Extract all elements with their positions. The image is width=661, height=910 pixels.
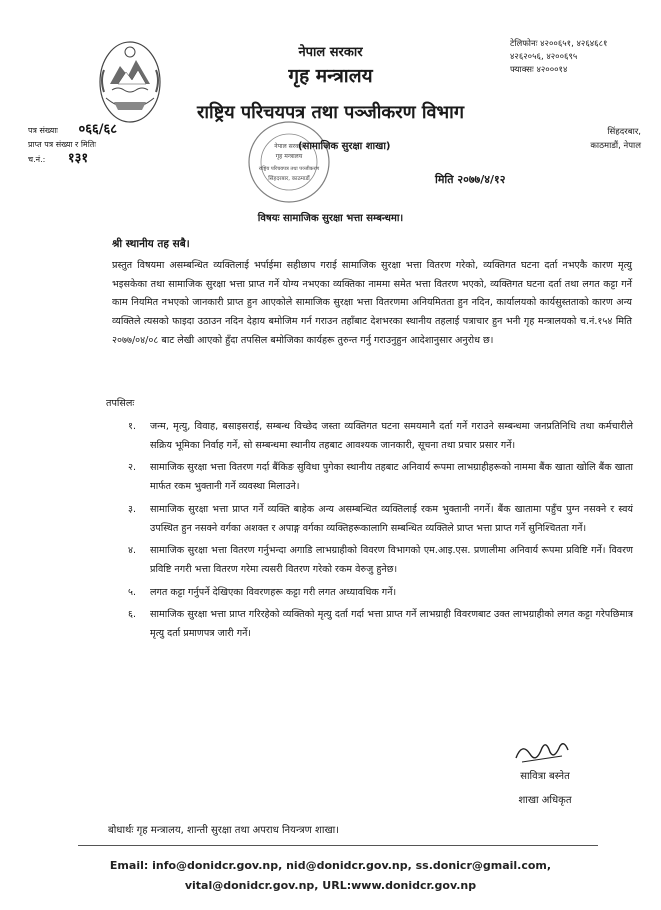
government-name: नेपाल सरकार (298, 45, 363, 60)
contact-info (510, 38, 607, 77)
item-number: ५. (128, 586, 137, 598)
list-item (128, 542, 633, 579)
reference-block (28, 123, 117, 167)
ministry-name: गृह मन्त्रालय (288, 65, 373, 87)
item-text: सामाजिक सुरक्षा भत्ता वितरण गर्दा बैंकिङ सुविधा पुगेका स्थानीय तहबाट अनिवार्य रूपमा लाभग्राहीहरूको नाममा बैंक खाता खोलि बैंक खाता मार्फत रकम भुक्तानी गर्ने व्यवस्था मिलाउने। (150, 462, 633, 493)
signature (512, 736, 572, 766)
contact-line: ४२६२०५६, ४२००६९५ (510, 52, 578, 62)
list-label: तपसिलः (106, 398, 135, 409)
stamp-line: नेपाल सरकार (274, 143, 304, 150)
contact-line: टेलिफोनः ४२००६५१, ४२६४६८१ (510, 39, 608, 49)
list-item (128, 584, 633, 603)
item-text: सामाजिक सुरक्षा भत्ता वितरण गर्नुभन्दा अगाडि लाभग्राहीको विवरण विभागको एम.आइ.एस. प्रणालीमा अनिवार्य रूपमा प्रविष्टि गर्ने। विवरण प्रविष्टि नगरी भत्ता वितरण गरेमा त्यसरी वितरण गरेको रकम वेरुजु हुनेछ। (150, 545, 633, 575)
footer-line: Email: info@donidcr.gov.np, nid@donidcr.gov.np, ss.donicr@gmail.com, (109, 859, 552, 872)
stamp-line: गृह मन्त्रालय (275, 153, 303, 160)
footer-line: vital@donidcr.gov.np, URL:www.donidcr.gov.np (184, 879, 477, 892)
office-address (590, 125, 641, 153)
dispatch-label: च.नं.: (28, 155, 46, 164)
contact-line: फ्याक्सः ४२०००१४ (510, 65, 568, 75)
list-item (128, 459, 633, 496)
footer-divider (78, 845, 598, 846)
letter-no-value: ०६६/६८ (78, 122, 118, 137)
item-number: १. (128, 421, 137, 432)
letter-body: प्रस्तुत विषयमा असम्बन्धित व्यक्तिलाई भर्पाईमा सहीछाप गराई सामाजिक सुरक्षा भत्ता वितरण गरेको, व्यक्तिगत घटना दर्ता नभएकै कारण मृत्यु भइसकेका तथा सामाजिक सुरक्षा भत्ता प्राप्त गर्ने योग्य नभएका व्यक्तिका नाममा समेत भत्ता वितरण भएको, व्यक्तिगत घटना दर्ता तथा लगत कट्टा गर्ने काम नियमित नभएको जानकारी प्राप्त हुन आएकोले सामाजिक सुरक्षा भत्ता वितरणमा अनियमितता हुन नदिन, कार्यालयको कार्यसुस्तताको कारण अन्य व्यक्तिले त्यसको फाइदा उठाउन नदिन देहाय बमोजिम गर्न गराउन तहाँबाट देशभरका स्थानीय तहलाई पत्राचार हुन भनी गृह मन्त्रालयको च.नं.१५४ मिति २०७७/०४/०८ बाट लेखी आएको हुँदा तपसिल बमोजिका कार्यहरू तुरुन्त गर्नु गराउनुहुन आदेशानुसार अनुरोध छ। (112, 260, 632, 346)
office-stamp (245, 118, 333, 206)
item-text: लगत कट्टा गर्नुपर्ने देखिएका विवरणहरू कट्टा गरी लगत अध्यावधिक गर्ने। (150, 586, 397, 598)
item-number: ४. (128, 545, 137, 557)
stamp-line: राष्ट्रिय परिचयपत्र तथा पञ्जीकरण (258, 166, 320, 172)
list-item (128, 418, 633, 455)
item-text: जन्म, मृत्यु, विवाह, बसाइसराई, सम्बन्ध विच्छेद जस्ता व्यक्तिगत घटना समयमानै दर्ता गर्ने गराउने सम्बन्धमा जनप्रतिनिधि तथा कर्मचारीले सक्रिय भूमिका निर्वाह गर्ने, सो सम्बन्धमा स्थानीय तहबाट आवश्यक जानकारी, सूचना तथा प्रचार प्रसार गर्ने। (150, 421, 633, 451)
footer (0, 856, 661, 896)
item-number: ६. (128, 609, 137, 621)
address-line: काठमाडौं, नेपाल (590, 141, 641, 151)
section-name: (सामाजिक सुरक्षा शाखा) (298, 141, 391, 152)
cc-line: बोधार्थः गृह मन्त्रालय, शान्ती सुरक्षा तथा अपराध नियन्त्रण शाखा। (108, 825, 340, 836)
addressee: श्री स्थानीय तह सबै। (112, 238, 190, 250)
letter-date: मिति २०७७/४/१२ (435, 173, 506, 186)
list-item (128, 501, 633, 538)
item-text: सामाजिक सुरक्षा भत्ता प्राप्त गरिरहेको व्यक्तिको मृत्यु दर्ता गर्दा भत्ता प्राप्त गर्ने लाभग्राही विवरणबाट उक्त लाभग्राहीको लगत कट्टा गरेपछिमात्र मृत्यु दर्ता प्रमाणपत्र जारी गर्ने। (150, 609, 633, 640)
list-item (128, 606, 633, 643)
item-text: सामाजिक सुरक्षा भत्ता प्राप्त गर्ने व्यक्ति बाहेक अन्य असम्बन्धित व्यक्तिलाई रकम भुक्तानी नगर्ने। बैंक खातामा पहुँच पुग्न नसक्ने र स्वयं उपस्थित हुन नसक्ने वर्गका अशक्त र अपाङ्ग वर्गका व्यक्तिहरूकालागि सम्बन्धित व्यक्तिले प्राप्त भत्ता प्राप्त गर्ने सुनिश्चितता गर्ने। (150, 503, 633, 534)
subject-line: विषयः सामाजिक सुरक्षा भत्ता सम्बन्धमा। (257, 213, 404, 224)
department-name: राष्ट्रिय परिचयपत्र तथा पञ्जीकरण विभाग (197, 102, 464, 123)
stamp-line: सिंहदरबार, काठमाडौं (268, 176, 310, 182)
item-number: ३. (128, 503, 137, 515)
address-line: सिंहदरबार, (607, 127, 641, 137)
signatory-name: सावित्रा बस्नेत (520, 771, 570, 782)
received-label: प्राप्त पत्र संख्या र मितिः (28, 140, 96, 149)
dispatch-value: १३१ (67, 151, 89, 166)
signatory-title: शाखा अधिकृत (518, 795, 572, 806)
letter-no-label: पत्र संख्याः (28, 126, 58, 135)
item-number: २. (128, 462, 137, 474)
directive-list (128, 418, 633, 648)
